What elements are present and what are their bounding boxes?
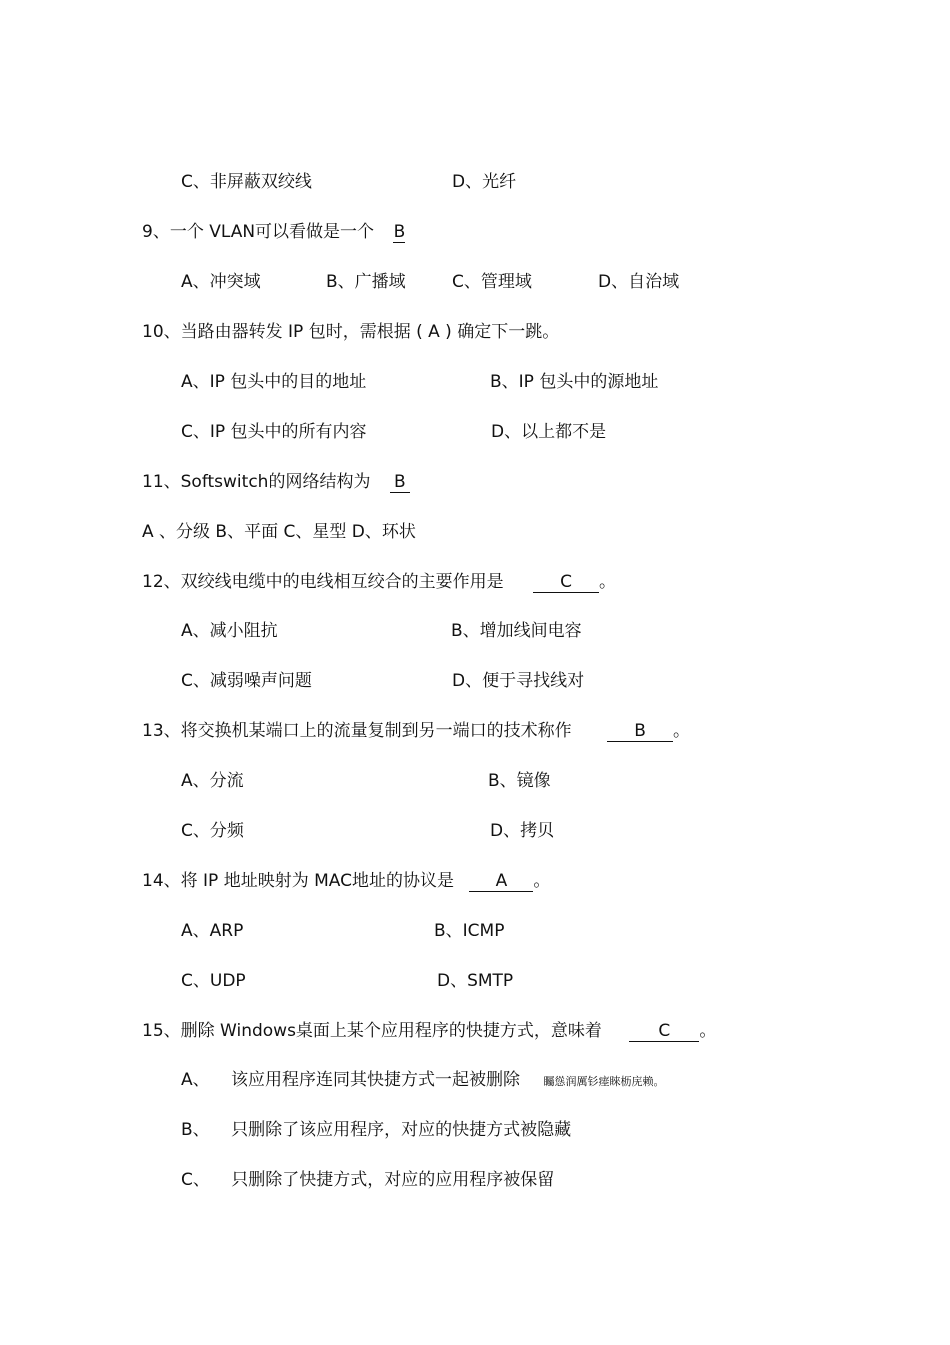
q13-answer: B — [607, 721, 673, 742]
q15-option-a-text: 该应用程序连同其快捷方式一起被删除 — [231, 1070, 521, 1090]
q10-option-b: B、IP 包头中的源地址 — [490, 372, 659, 392]
q12-tail: 。 — [599, 572, 617, 592]
q12-answer: C — [533, 572, 599, 593]
q10-question: 10、当路由器转发 IP 包时，需根据 ( A ) 确定下一跳。 — [142, 322, 560, 342]
q13-option-b: B、镜像 — [488, 771, 551, 791]
q15-option-c-text: 只删除了快捷方式，对应的应用程序被保留 — [231, 1170, 555, 1190]
q15-question — [142, 1020, 716, 1042]
q15-stem: 15、删除 Windows桌面上某个应用程序的快捷方式，意味着 — [142, 1021, 602, 1041]
q13-option-d: D、拷贝 — [490, 821, 555, 841]
q14-tail: 。 — [533, 871, 551, 891]
q12-stem: 12、双绞线电缆中的电线相互绞合的主要作用是 — [142, 572, 504, 592]
q13-tail: 。 — [673, 721, 691, 741]
q12-option-c: C、减弱噪声问题 — [181, 671, 312, 691]
q15-option-c-label: C、 — [181, 1170, 210, 1190]
q11-stem: 11、Softswitch的网络结构为 — [142, 472, 371, 492]
q15-option-a — [181, 1069, 664, 1093]
q14-stem: 14、将 IP 地址映射为 MAC地址的协议是 — [142, 871, 454, 891]
q9-option-d: D、自治域 — [598, 272, 680, 292]
q11-answer: B — [390, 472, 410, 493]
q12-option-b: B、增加线间电容 — [451, 621, 582, 641]
q12-question — [142, 571, 616, 593]
q10-option-d: D、以上都不是 — [491, 422, 607, 442]
q13-stem: 13、将交换机某端口上的流量复制到另一端口的技术称作 — [142, 721, 572, 741]
q15-option-b-label: B、 — [181, 1120, 210, 1140]
q15-tail: 。 — [699, 1021, 717, 1041]
q15-answer: C — [629, 1021, 699, 1042]
q9-question — [142, 221, 405, 243]
q10-option-a: A、IP 包头中的目的地址 — [181, 372, 367, 392]
q9-option-a: A、冲突域 — [181, 272, 261, 292]
q13-question — [142, 720, 690, 742]
q15-option-b — [181, 1119, 571, 1141]
q10-option-c: C、IP 包头中的所有内容 — [181, 422, 367, 442]
q13-option-a: A、分流 — [181, 771, 244, 791]
q13-option-c: C、分频 — [181, 821, 244, 841]
q14-question — [142, 870, 550, 892]
q9-stem: 9、一个 VLAN可以看做是一个 — [142, 222, 375, 242]
q11-question — [142, 471, 410, 493]
q12-option-a: A、减小阻抗 — [181, 621, 278, 641]
q14-answer: A — [469, 871, 533, 892]
q14-option-d: D、SMTP — [437, 971, 514, 991]
q14-option-c: C、UDP — [181, 971, 246, 991]
q15-option-a-note: 矚慫润厲钐瘗睞枥庑赖。 — [543, 1075, 665, 1088]
q15-option-c — [181, 1169, 554, 1191]
q12-option-d: D、便于寻找线对 — [452, 671, 585, 691]
q11-options: A 、分级 B、平面 C、星型 D、环状 — [142, 522, 416, 542]
q8-option-c: C、非屏蔽双绞线 — [181, 172, 312, 192]
q9-answer: B — [393, 222, 406, 242]
q8-option-d: D、光纤 — [452, 172, 517, 192]
q14-option-a: A、ARP — [181, 921, 244, 941]
q9-option-c: C、管理域 — [452, 272, 532, 292]
q14-option-b: B、ICMP — [434, 921, 505, 941]
q15-option-a-label: A、 — [181, 1070, 210, 1090]
q9-option-b: B、广播域 — [326, 272, 406, 292]
q15-option-b-text: 只删除了该应用程序，对应的快捷方式被隐藏 — [231, 1120, 572, 1140]
